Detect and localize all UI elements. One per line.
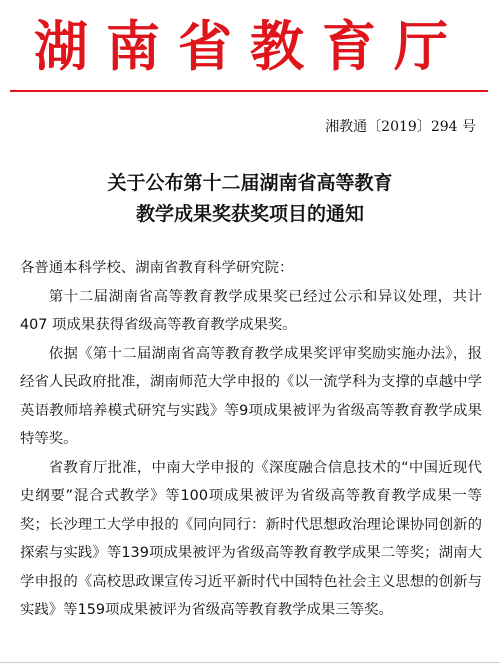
- document-title: [0, 168, 500, 230]
- paragraph-2: 依据《第十二届湖南省高等教育教学成果奖评审奖励实施办法》，报经省人民政府批准，湖南师范大学申报的《以一流学科为支撑的卓越中学英语教师培养模式研究与实践》等9项成果被评为省级高等教育教学成果特等奖。: [20, 345, 482, 447]
- page-bottom-edge: [0, 662, 500, 663]
- document-title-line-1: 关于公布第十二届湖南省高等教育: [107, 172, 393, 194]
- agency-masthead: 湖南省教育厅: [34, 14, 466, 78]
- document-title-line-2: 教学成果奖获奖项目的通知: [135, 203, 364, 225]
- salutation: 各普通本科学校、湖南省教育科学研究院：: [20, 260, 294, 276]
- document-body: [20, 254, 482, 625]
- paragraph-3: 省教育厅批准，中南大学申报的《深度融合信息技术的“中国近现代史纲要”混合式教学》等100项成果被评为省级高等教育教学成果一等奖；长沙理工大学申报的《同向同行：新时代思想政治理论课协同创新的探索与实践》等139项成果被评为省级高等教育教学成果二等奖；湖南大学申报的《高校思政课宣传习近平新时代中国特色社会主义思想的创新与实践》等159项成果被评为省级高等教育教学成果三等奖。: [20, 459, 482, 618]
- paragraph-1: 第十二届湖南省高等教育教学成果奖已经过公示和异议处理，共计 407 项成果获得省级高等教育教学成果奖。: [20, 288, 482, 333]
- document-number: 湘教通〔2019〕294 号: [325, 119, 476, 135]
- masthead-divider: [10, 90, 488, 92]
